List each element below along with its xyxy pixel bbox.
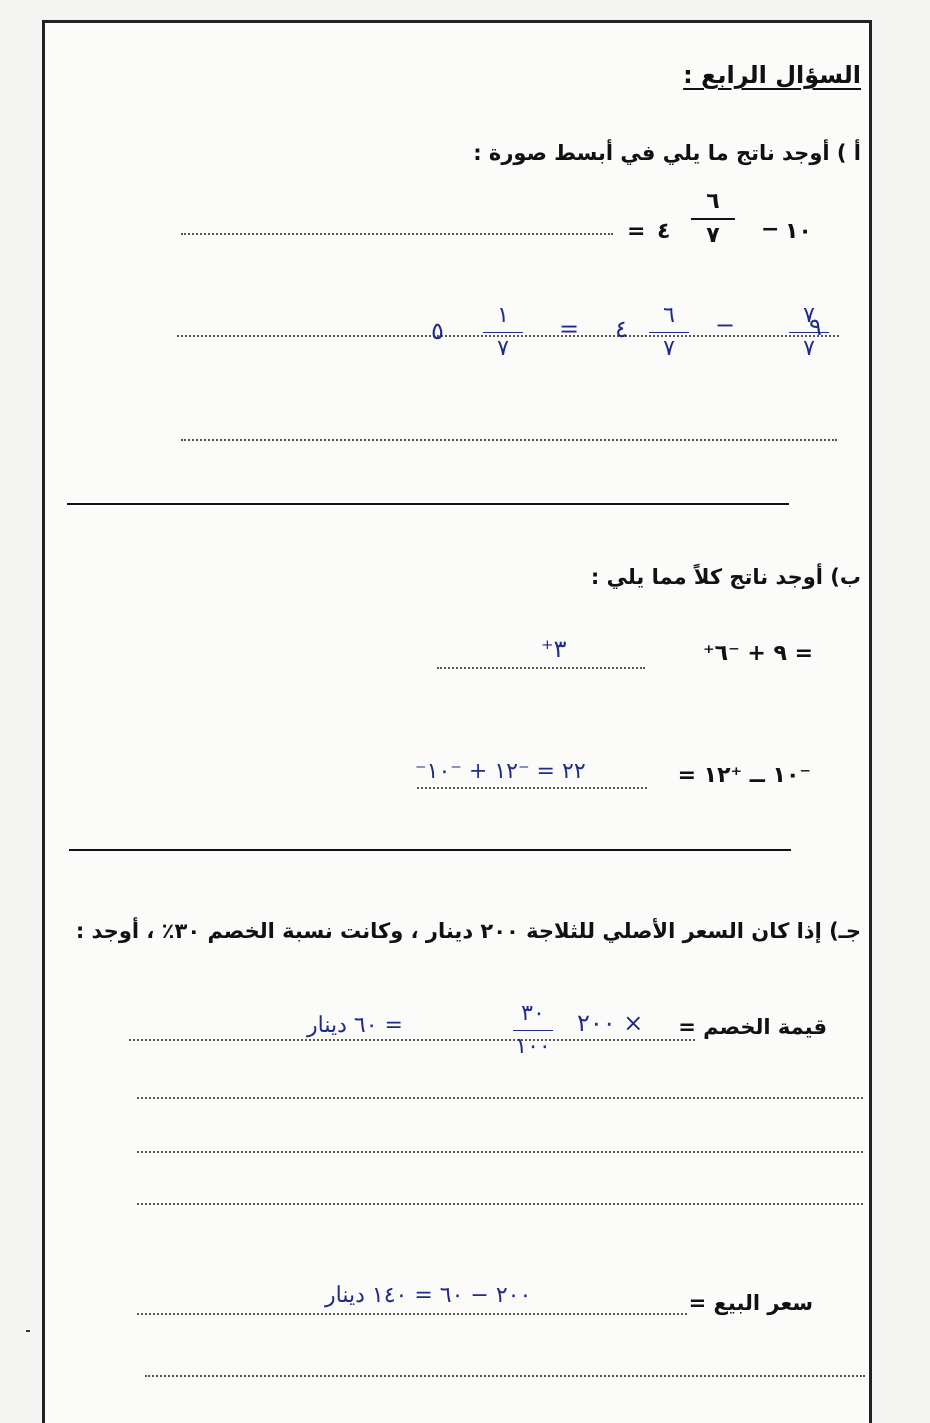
hand-discount-fraction [513,1003,553,1058]
section-divider [67,503,789,505]
part-b-expr2: ⁻١٠ ــ ⁺١٢ = [677,763,811,788]
hand-r-whole: ٥ [431,317,444,345]
part-a-frac-num: ٦ [706,189,720,214]
hand-t2-den: ٧ [663,336,675,361]
part-a-heading: أ ) أوجد ناتج ما يلي في أبسط صورة : [473,141,861,165]
answer-line[interactable] [181,233,613,235]
fraction-bar [513,1030,553,1031]
part-a-frac-den: ٧ [706,223,720,248]
hand-discount-num: ٣٠ [521,1001,545,1026]
hand-result-fraction [483,305,523,360]
part-c-heading: جـ) إذا كان السعر الأصلي للثلاجة ٢٠٠ دينار ، وكانت نسبة الخصم ٣٠٪ ، أوجد : [75,919,861,943]
hand-t1-num: ٧ [803,303,815,328]
hand-r-num: ١ [497,303,509,328]
price-label: سعر البيع = [688,1291,813,1315]
fraction-bar [649,332,689,333]
answer-line[interactable] [181,439,837,441]
fraction-bar [691,218,735,220]
hand-price-work: ٢٠٠ − ٦٠ = ١٤٠ دينار [325,1283,532,1308]
question-title: السؤال الرابع : [683,61,861,89]
answer-line[interactable] [137,1151,863,1153]
answer-line[interactable] [137,1203,863,1205]
part-a-fraction [691,191,735,247]
hand-minus: − [715,311,736,339]
answer-line[interactable] [137,1313,687,1315]
hand-t1-den: ٧ [803,336,815,361]
hand-t2-fraction [649,305,689,360]
hand-t2-num: ٦ [663,303,675,328]
part-b-heading: ب) أوجد ناتج كلاً مما يلي : [590,565,861,589]
hand-t2-whole: ٤ [615,315,628,343]
part-a-suffix: ٤ [657,219,671,244]
part-a-minus: − [761,217,780,242]
answer-line[interactable] [129,1039,695,1041]
hand-discount-result: = ٦٠ دينار [307,1013,403,1038]
hand-equals: = [559,315,580,343]
answer-line[interactable] [145,1375,865,1377]
answer-line[interactable] [437,667,645,669]
hand-t1-fraction [789,305,829,360]
hand-r-den: ٧ [497,336,509,361]
part-a-equals: = [627,219,646,244]
hand-discount-den: ١٠٠ [515,1034,551,1059]
fraction-bar [789,332,829,333]
fraction-bar [483,332,523,333]
hand-discount-work: ٢٠٠ × [577,1009,644,1037]
answer-line[interactable] [137,1097,863,1099]
answer-line[interactable] [417,787,647,789]
discount-label: قيمة الخصم = [678,1015,827,1039]
part-a-whole: ١٠ [785,219,812,244]
part-b-expr1: ⁺٩ + ⁻٦ = [703,641,813,666]
hand-answer2: ⁻٢٢ = ⁻١٢ + ⁻١٠ [415,759,586,784]
hand-t1-whole: ٩ [809,313,822,341]
hand-answer1: ⁺٣ [541,635,567,663]
section-divider [69,849,791,851]
worksheet-page [42,20,872,1423]
scan-speck [26,1330,30,1332]
